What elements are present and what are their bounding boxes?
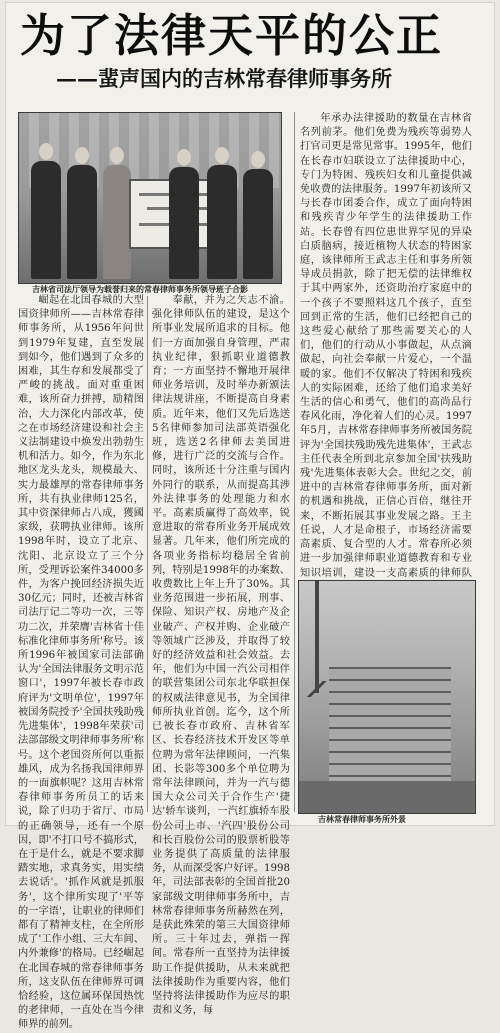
person-figure: [31, 161, 61, 279]
group-photo: [18, 112, 282, 284]
person-head: [75, 147, 89, 164]
person-head: [215, 147, 229, 164]
person-head: [39, 143, 53, 160]
person-figure: [103, 165, 131, 279]
article-column-1: [18, 294, 144, 1031]
street: [299, 781, 475, 813]
person-figure: [169, 167, 199, 279]
tv-tower-base: [305, 681, 329, 697]
building-exterior-photo: [298, 580, 476, 814]
column-text: 奉献，并为之矢志不渝。强化律师队伍的建设，是这个所事业发展所追求的目标。他们一方面加强自身管理，严肃执业纪律，狠抓职业道德教育；一方面坚持不懈地开展律师业务培训，及时举办新颁法律法规讲座，不断提高自身素质。近年来，他们又先后选送5名律师参加司法部英语强化班，选送2名律师去美国进修，进行广泛的交流与合作。同时，该所还十分注重与国内外同行的联系，从而提高其涉外法律事务的处理能力和水平。高素质赢得了高效率，锐意进取的常春所业务开展成效显著。几年来，他们所完成的各项业务指标均稳居全省前列，特别是1998年的办案数、收费数比上年上升了30%。其业务范围进一步拓展，刑事、保险、知识产权、房地产及企业破产、产权并购、企业破产等领域广泛涉及，并取得了较好的经济效益和社会效益。去年，他们为中国一汽公司相伴的联营集团公司东北华联担保的权威法律意见书，为全国律师所执业首创。迄今，这个所已被长春市政府、吉林省军区、长春经济技术开发区等单位聘为常年法律顾问，一汽集团、长影等300多个单位聘为常年法律顾问，并为一汽与德国大众公司关于合作生产'捷达'轿车谈判，一汽红旗轿车股份公司上市、'汽四'股份公司和长百股份公司的股票析股等业务提供了高质量的法律服务，从而深受客户好评。1998年，司法部表彰的全国首批20家部级文明律师事务所中，吉林常春律师事务所赫然在列，是获此殊荣的第三大国资律师所。三十年过去，弹指一挥间。常春所一直坚持为法律援助工作提供援助，从未来就把法律援助作为重要内容，他们坚持将法律援助作为应尽的职责和义务，每: [152, 295, 290, 1017]
photo-caption: 吉林省司法厅领导为载誉归来的常春律师事务所领导班子合影: [32, 285, 248, 294]
person-figure: [243, 169, 273, 279]
person-head: [110, 147, 124, 164]
article-subtitle: ——蜚声国内的吉林常春律师事务所: [56, 66, 392, 91]
office-building: [329, 667, 451, 787]
photo-caption: 吉林常春律师事务所外景: [318, 815, 406, 824]
person-head: [177, 149, 191, 166]
person-figure: [67, 165, 97, 279]
column-divider: [147, 296, 148, 812]
tv-tower: [315, 581, 319, 693]
person-figure: [207, 165, 237, 279]
article-title: 为了法律天平的公正: [20, 9, 444, 62]
article-column-3: [300, 112, 472, 579]
article-column-2: [152, 294, 290, 1017]
column-text: 年承办法律援助的数量在吉林省名列前茅。他们免费为残疾等弱势人打官司更是常见常事。1995年，他们在长春市妇联设立了法律援助中心，专门为特困、残疾妇女和儿童提供减免收费的法律服务。1997年初该所又与长春市团委合作，成立了面向特困和残疾青少年学生的法律援助工作站。长春曾有四位患世界罕见的异染白质脑病，接近植物人状态的特困家庭，该律师所王武志主任和事务所领导成员捐款，除了把无偿的法律维权于其中两家外，还资助治疗家庭中的一个孩子不要照料这几个孩子，直至回到正常的生活，他们已经把自己的这些爱心献给了那些需要关心的人们，他们的行动从小事做起，从点滴做起，向社会奉献一片爱心，一个温暖的家。他们不仅解决了特困和残疾人的实际困难，还给了他们追求美好生活的信心和勇气，他们的高尚品行春风化雨，净化着人们的心灵。1997年5月，吉林常春律师事务所被国务院评为'全国扶残助残先进集体'，王武志主任代表全所到北京参加全国'扶残助残'先进集体表彰大会。世纪之交，前进中的吉林常春律师事务所，面对新的机遇和挑战，正信心百倍，继往开来，不断拓展其事业发展之路。王主任说，人才是命根子，市场经济需要高素质、复合型的人才。常春所必须进一步加强律师职业道德教育和专业知识培训，建设一支高素质的律师队: [300, 113, 472, 579]
column-text: 崛起在北国春城的大型国资律师所——吉林常春律师事务所，从1956年问世到1979年复建，直至发展到如今，他们遇到了众多的困难，其生存和发展都受了严峻的挑战。面对重重困难，该所奋力拼搏，励精图治，大力深化内部改革，使之在市场经济建设和社会主义法制建设中焕发出勃勃生机和活力。如今，作为东北地区龙头龙头，规模最大、实力最雄厚的常春律师事务所，共有执业律师125名，其中资深律师占八成，獲國家级，获聘执业律师。该所1998年时，设立了北京、沈阳、北京设立了三个分所，受理诉讼案件34000多件，为客户挽回经济损失近30亿元；同时，还被吉林省司法厅记二等功一次，三等功二次，并荣膺'吉林省十佳标准化律师事务所'称号。该所1996年被国家司法部确认为'全国法律服务文明示范窗口'，1997年被长春市政府评为'文明单位'，1997年被国务院授予'全国扶残助残先进集体'，1998年荣获'司法部部级文明律师事务所'称号。这个老国资所何以重振雄风，成为名扬我国律师界的一面旗帜呢？这用吉林常春律师事务所员工的话来说，除了归功于省厅、市局的正确领导，还有一个原因，即'不打口号不搞形式，在于是什么，就是不要求脚踏实地，求真务实，用实绩去说话'。'抓作风就是抓服务'，这个律所实现了'平等的一字语'，让职业的律师们都有了精神支柱，在全所形成了'工作小组、三大车间、内外兼修'的格局。已经崛起在北国春城的常春律师事务所，这支队伍在律师界可调恰经验，这位属环保国热忱的老律师，一直处在当今律师界的前列。: [18, 295, 144, 1031]
person-head: [251, 151, 265, 168]
column-divider: [294, 112, 295, 812]
